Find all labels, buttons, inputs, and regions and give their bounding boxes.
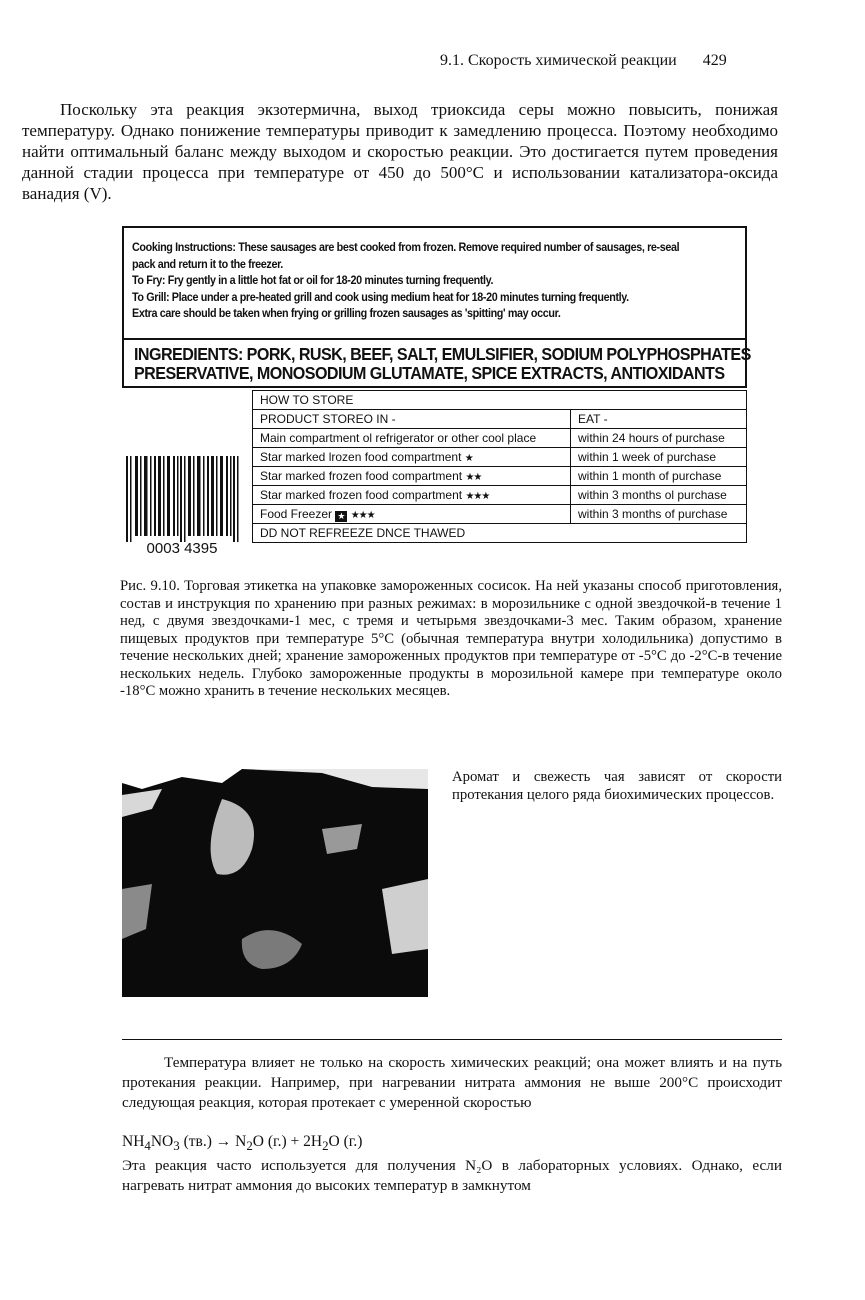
- table-row: [253, 410, 747, 429]
- stored-text: Star marked frozen food compartment: [260, 469, 463, 483]
- stored-cell: [253, 486, 571, 505]
- stored-text: Main compartment ol refrigerator or other cool place: [260, 431, 537, 445]
- star-rating-icon: ★★★: [350, 509, 375, 521]
- eat-cell: within 3 months of purchase: [571, 505, 747, 524]
- how-to-store-heading: HOW TO STORE: [253, 391, 747, 410]
- cooking-line: pack and return it to the freezer.: [132, 257, 283, 271]
- storage-table: [252, 390, 747, 543]
- ingredients-line: INGREDIENTS: PORK, RUSK, BEEF, SALT, EMULSIFIER, SODIUM POLYPHOSPHATES: [134, 344, 751, 364]
- paragraph-intro: Поскольку эта реакция экзотермична, выход триоксида серы можно повысить, понижая температуру. Однако понижение температуры приводит к замедлению процесса. Поэтому необходимо найти оптимальный баланс между выходом и скоростью реакции. Это достигается путем проведения данной стадии процесса при температуре от 450 до 500°C и использовании катализатора-оксида ванадия (V).: [22, 100, 778, 203]
- star-rating-icon: ★★: [465, 472, 482, 483]
- refreeze-note: DD NOT REFREEZE DNCE THAWED: [253, 524, 747, 543]
- formula-part: (тв.) →: [179, 1133, 236, 1150]
- paragraph-n2o: Эта реакция часто используется для получения N₂O в лабораторных условиях. Однако, если нагревать нитрат аммония до высоких температур в замкнутом: [122, 1157, 782, 1194]
- cooking-line: To Fry: Fry gently in a little hot fat or oil for 18-20 minutes turning frequently.: [132, 274, 494, 287]
- table-row: [253, 448, 747, 467]
- stored-text: Star marked lrozen food compartment: [260, 450, 462, 464]
- table-row: [253, 524, 747, 543]
- table-row: [253, 467, 747, 486]
- ingredients-line: PRESERVATIVE, MONOSODIUM GLUTAMATE, SPICE EXTRACTS, ANTIOXIDANTS: [134, 363, 725, 383]
- formula-part: O (г.): [328, 1133, 363, 1150]
- stored-cell: [253, 467, 571, 486]
- reaction-equation: [122, 1133, 362, 1154]
- table-row: [253, 486, 747, 505]
- eat-cell: within 1 week of purchase: [571, 448, 747, 467]
- eat-cell: within 24 hours of purchase: [571, 429, 747, 448]
- stored-text: Star marked frozen food compartment: [260, 488, 463, 502]
- cooking-instructions: [132, 240, 701, 323]
- side-note: Аромат и свежесть чая зависят от скорости протекания целого ряда биохимических процессов.: [452, 769, 782, 803]
- formula-part: N: [235, 1133, 247, 1150]
- formula-subscript: 2: [246, 1138, 253, 1154]
- eat-cell: within 3 months ol purchase: [571, 486, 747, 505]
- sausage-label: [122, 226, 751, 388]
- formula-part: NO: [150, 1133, 174, 1150]
- formula-subscript: 2: [322, 1138, 329, 1154]
- barcode-bars: [126, 456, 239, 542]
- table-row: [253, 429, 747, 448]
- cooking-line: Cooking Instructions: These sausages are best cooked from frozen. Remove required number of sausages, re-seal: [132, 241, 680, 254]
- stored-cell: [253, 505, 571, 524]
- figure-caption: Рис. 9.10. Торговая этикетка на упаковке замороженных сосисок. На ней указаны способ приготовления, состав и инструкция по хранению при разных режимах: в морозильнике с одной звездочкой-в течение 1 нед, с двумя звездочками-1 мес, с тремя и четырьмя звездочками-3 мес. Таким образом, хранение пищевых продуктов при температуре 5°C (обычная температура внутри холодильника) допустимо в течение нескольких дней; хранение замороженных продуктов при температуре от -5°C до -2°C-в течение нескольких недель. Глубоко замороженные продукты в морозильной камере при температуре около -18°C можно хранить в течение нескольких месяцев.: [120, 578, 782, 699]
- cooking-line: To Grill: Place under a pre-heated grill and cook using medium heat for 18-20 minutes turning frequently.: [132, 290, 629, 304]
- label-divider: [124, 338, 745, 340]
- cooking-line: Extra care should be taken when frying or grilling frozen sausages as 'spitting' may occur.: [132, 307, 561, 320]
- section-divider: [122, 1039, 782, 1040]
- freezer-star-icon: ★: [337, 510, 346, 521]
- stored-cell: [253, 429, 571, 448]
- barcode-number: 0003 4395: [146, 540, 218, 557]
- column-header-eat: EAT -: [571, 410, 747, 429]
- ingredients: [134, 344, 751, 383]
- section-title: 9.1. Скорость химической реакции: [440, 52, 677, 69]
- formula-part: NH: [122, 1133, 145, 1150]
- paragraph-temperature: Температура влияет не только на скорость химических реакций; она может влиять и на путь протекания реакции. Например, при нагревании нитрата аммония не выше 200°C происходит следующая реакция, которая протекает с умеренной скоростью: [122, 1054, 782, 1111]
- table-row: [253, 505, 747, 524]
- table-row: [253, 391, 747, 410]
- page-number: 429: [702, 52, 727, 69]
- formula-subscript: 4: [144, 1138, 151, 1154]
- tea-photo: [122, 769, 428, 997]
- running-header: [440, 52, 727, 70]
- column-header-stored: PRODUCT STOREO IN -: [253, 410, 571, 429]
- formula-part: O (г.) + 2H: [252, 1133, 323, 1150]
- stored-text: Food Freezer: [260, 506, 333, 521]
- star-rating-icon: ★★★: [465, 491, 490, 502]
- formula-subscript: 3: [173, 1138, 180, 1154]
- star-rating-icon: ★: [464, 453, 473, 464]
- eat-cell: within 1 month of purchase: [571, 467, 747, 486]
- barcode: [124, 452, 240, 558]
- stored-cell: [253, 448, 571, 467]
